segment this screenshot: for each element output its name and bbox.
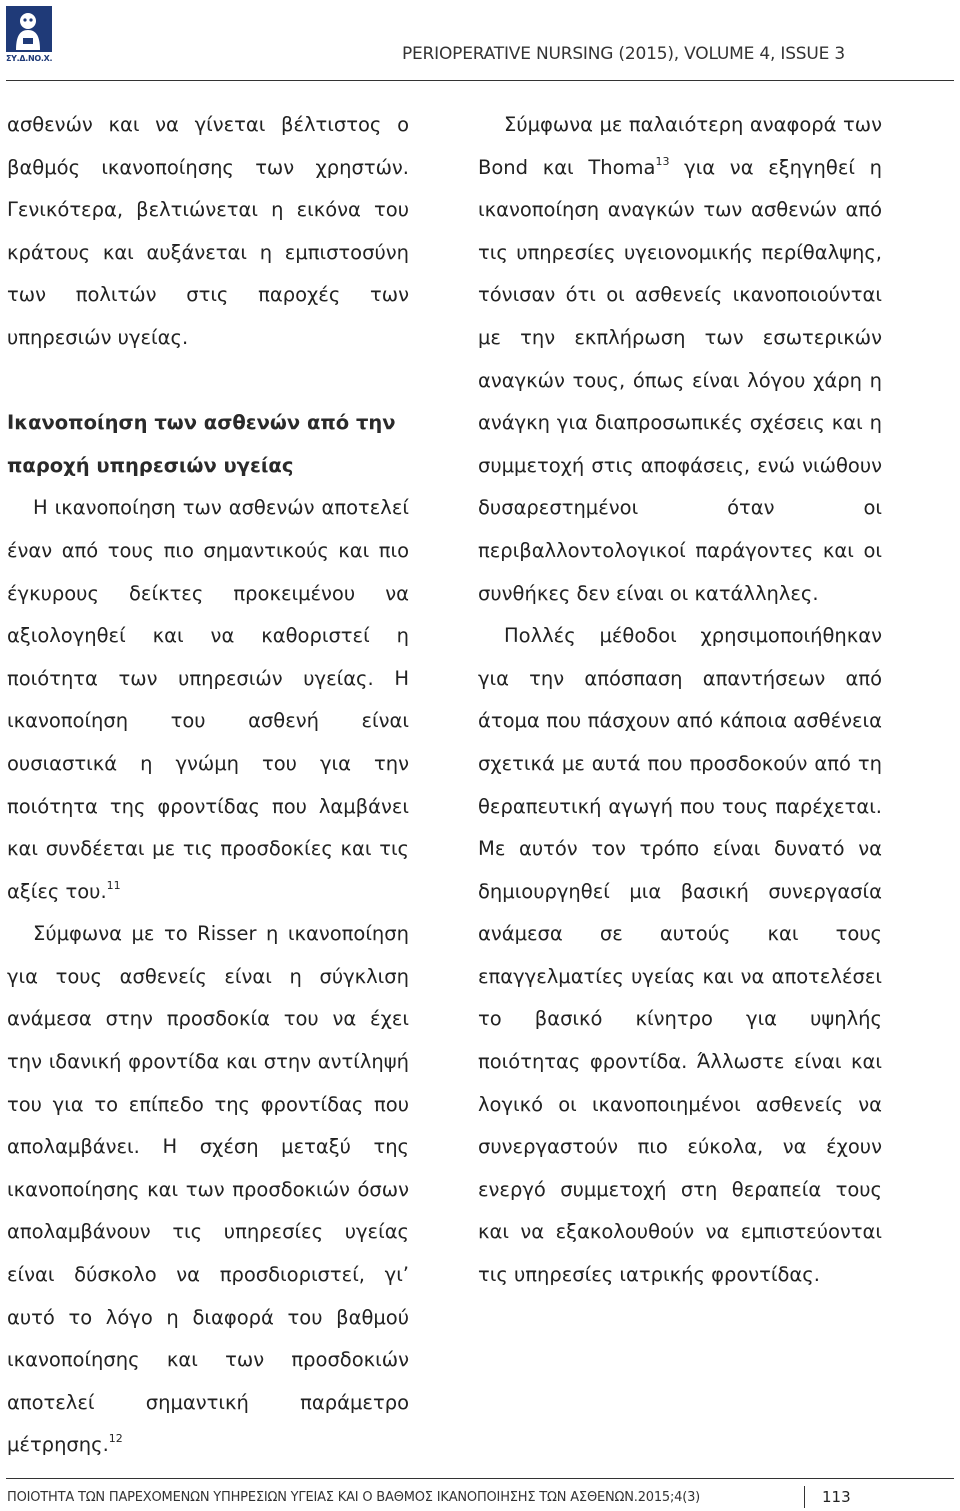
left-column (7, 104, 409, 1467)
paragraph-text: Η ικανοποίηση των ασθενών αποτελεί έναν από τους πιο σημαντικούς και πιο έγκυρους δείκτες προκειμένου να αξιολογηθεί και να καθοριστεί η ποιότητα των υπηρεσιών υγείας. Η ικανοποίηση του ασθενή είναι ουσιαστικά η γνώμη του για την ποιότητα της φροντίδας που λαμβάνει και συνδέεται με τις προσδοκίες και τις αξίες του. (7, 496, 409, 903)
paragraph-text: Σύμφωνα με το Risser η ικανοποίηση για τους ασθενείς είναι η σύγκλιση ανάμεσα στην προσδοκία του να έχει την ιδανική φροντίδα και στην αντίληψή του για το επίπεδο της φροντίδας που απολαμβάνει. Η σχέση μεταξύ της ικανοποίησης και των προσδοκιών όσων απολαμβάνουν τις υπηρεσίες υγείας είναι δύσκολο να προσδιοριστεί, γι’ αυτό το λόγο η διαφορά του βαθμού ικανοποίησης και των προσδοκιών αποτελεί σημαντική παράμετρο μέτρησης. (7, 922, 409, 1457)
reference-superscript: 11 (106, 878, 121, 892)
paragraph-text: για να εξηγηθεί η ικανοποίηση αναγκών των ασθενών από τις υπηρεσίες υγειονομικής περίθαλψης, τόνισαν ότι οι ασθενείς ικανοποιούνται με την εκπλήρωση των εσωτερικών αναγκών τους, όπως είναι λόγου χάρη η ανάγκη για διαπροσωπικές σχέσεις και η συμμετοχή στις αποφάσεις, ενώ νιώθουν δυσαρεστημένοι όταν οι περιβαλλοντολογικοί παράγοντες και οι συνθήκες δεν είναι οι κατάλληλες. (478, 155, 882, 605)
paragraph-risser (7, 913, 409, 1467)
paragraph-bond-thoma (478, 104, 882, 615)
paragraph-methods: Πολλές μέθοδοι χρησιμοποιήθηκαν για την απόσπαση απαντήσεων από άτομα που πάσχουν από κάποια ασθένεια σχετικά με αυτά που προσδοκούν από τη θεραπευτική αγωγή που τους παρέχεται. Με αυτόν τον τρόπο είναι δυνατό να δημιουργηθεί μια βασική συνεργασία ανάμεσα σε αυτούς και τους επαγγελματίες υγείας και να αποτελέσει το βασικό κίνητρο για υψηλής ποιότητας φροντίδα. Άλλωστε είναι και λογικό οι ικανοποιημένοι ασθενείς να συνεργαστούν πιο εύκολα, να έχουν ενεργό συμμετοχή στη θεραπεία τους και να εξακολουθούν να εμπιστεύονται τις υπηρεσίες ιατρικής φροντίδας. (478, 624, 882, 1287)
footer-divider (6, 1478, 954, 1479)
logo-emblem (6, 6, 52, 52)
page-number: 113 (822, 1488, 851, 1506)
section-gap (7, 360, 409, 403)
section-heading: Ικανοποίηση των ασθενών από την παροχή υπηρεσιών υγείας (7, 411, 396, 477)
footer-separator (804, 1486, 805, 1508)
paragraph-text: Σύμφωνα με παλαιότερη αναφορά των Bond και Thoma (478, 113, 882, 179)
logo-label: ΣΥ.Δ.ΝΟ.Χ. (6, 54, 53, 63)
paragraph-satisfaction-definition (7, 487, 409, 913)
paragraph-continuation: ασθενών και να γίνεται βέλτιστος ο βαθμός ικανοποίησης των χρηστών. Γενικότερα, βελτιώνεται η εικόνα του κράτους και αυξάνεται η εμπιστοσύνη των πολιτών στις παροχές των υπηρεσιών υγείας. (7, 113, 409, 349)
society-logo (6, 6, 52, 64)
reference-superscript: 13 (655, 154, 670, 168)
footer-running-title: ΠΟΙΟΤΗΤΑ ΤΩΝ ΠΑΡΕΧΟΜΕΝΩΝ ΥΠΗΡΕΣΙΩΝ ΥΓΕΙΑΣ ΚΑΙ Ο ΒΑΘΜΟΣ ΙΚΑΝΟΠΟΙΗΣΗΣ ΤΩΝ ΑΣΘΕΝΩΝ.2015;4(3) (7, 1490, 701, 1505)
journal-running-header: PERIOPERATIVE NURSING (2015), VOLUME 4, ISSUE 3 (401, 44, 845, 64)
right-column (478, 104, 882, 1297)
reference-superscript: 12 (108, 1432, 123, 1446)
header-divider (6, 80, 954, 81)
